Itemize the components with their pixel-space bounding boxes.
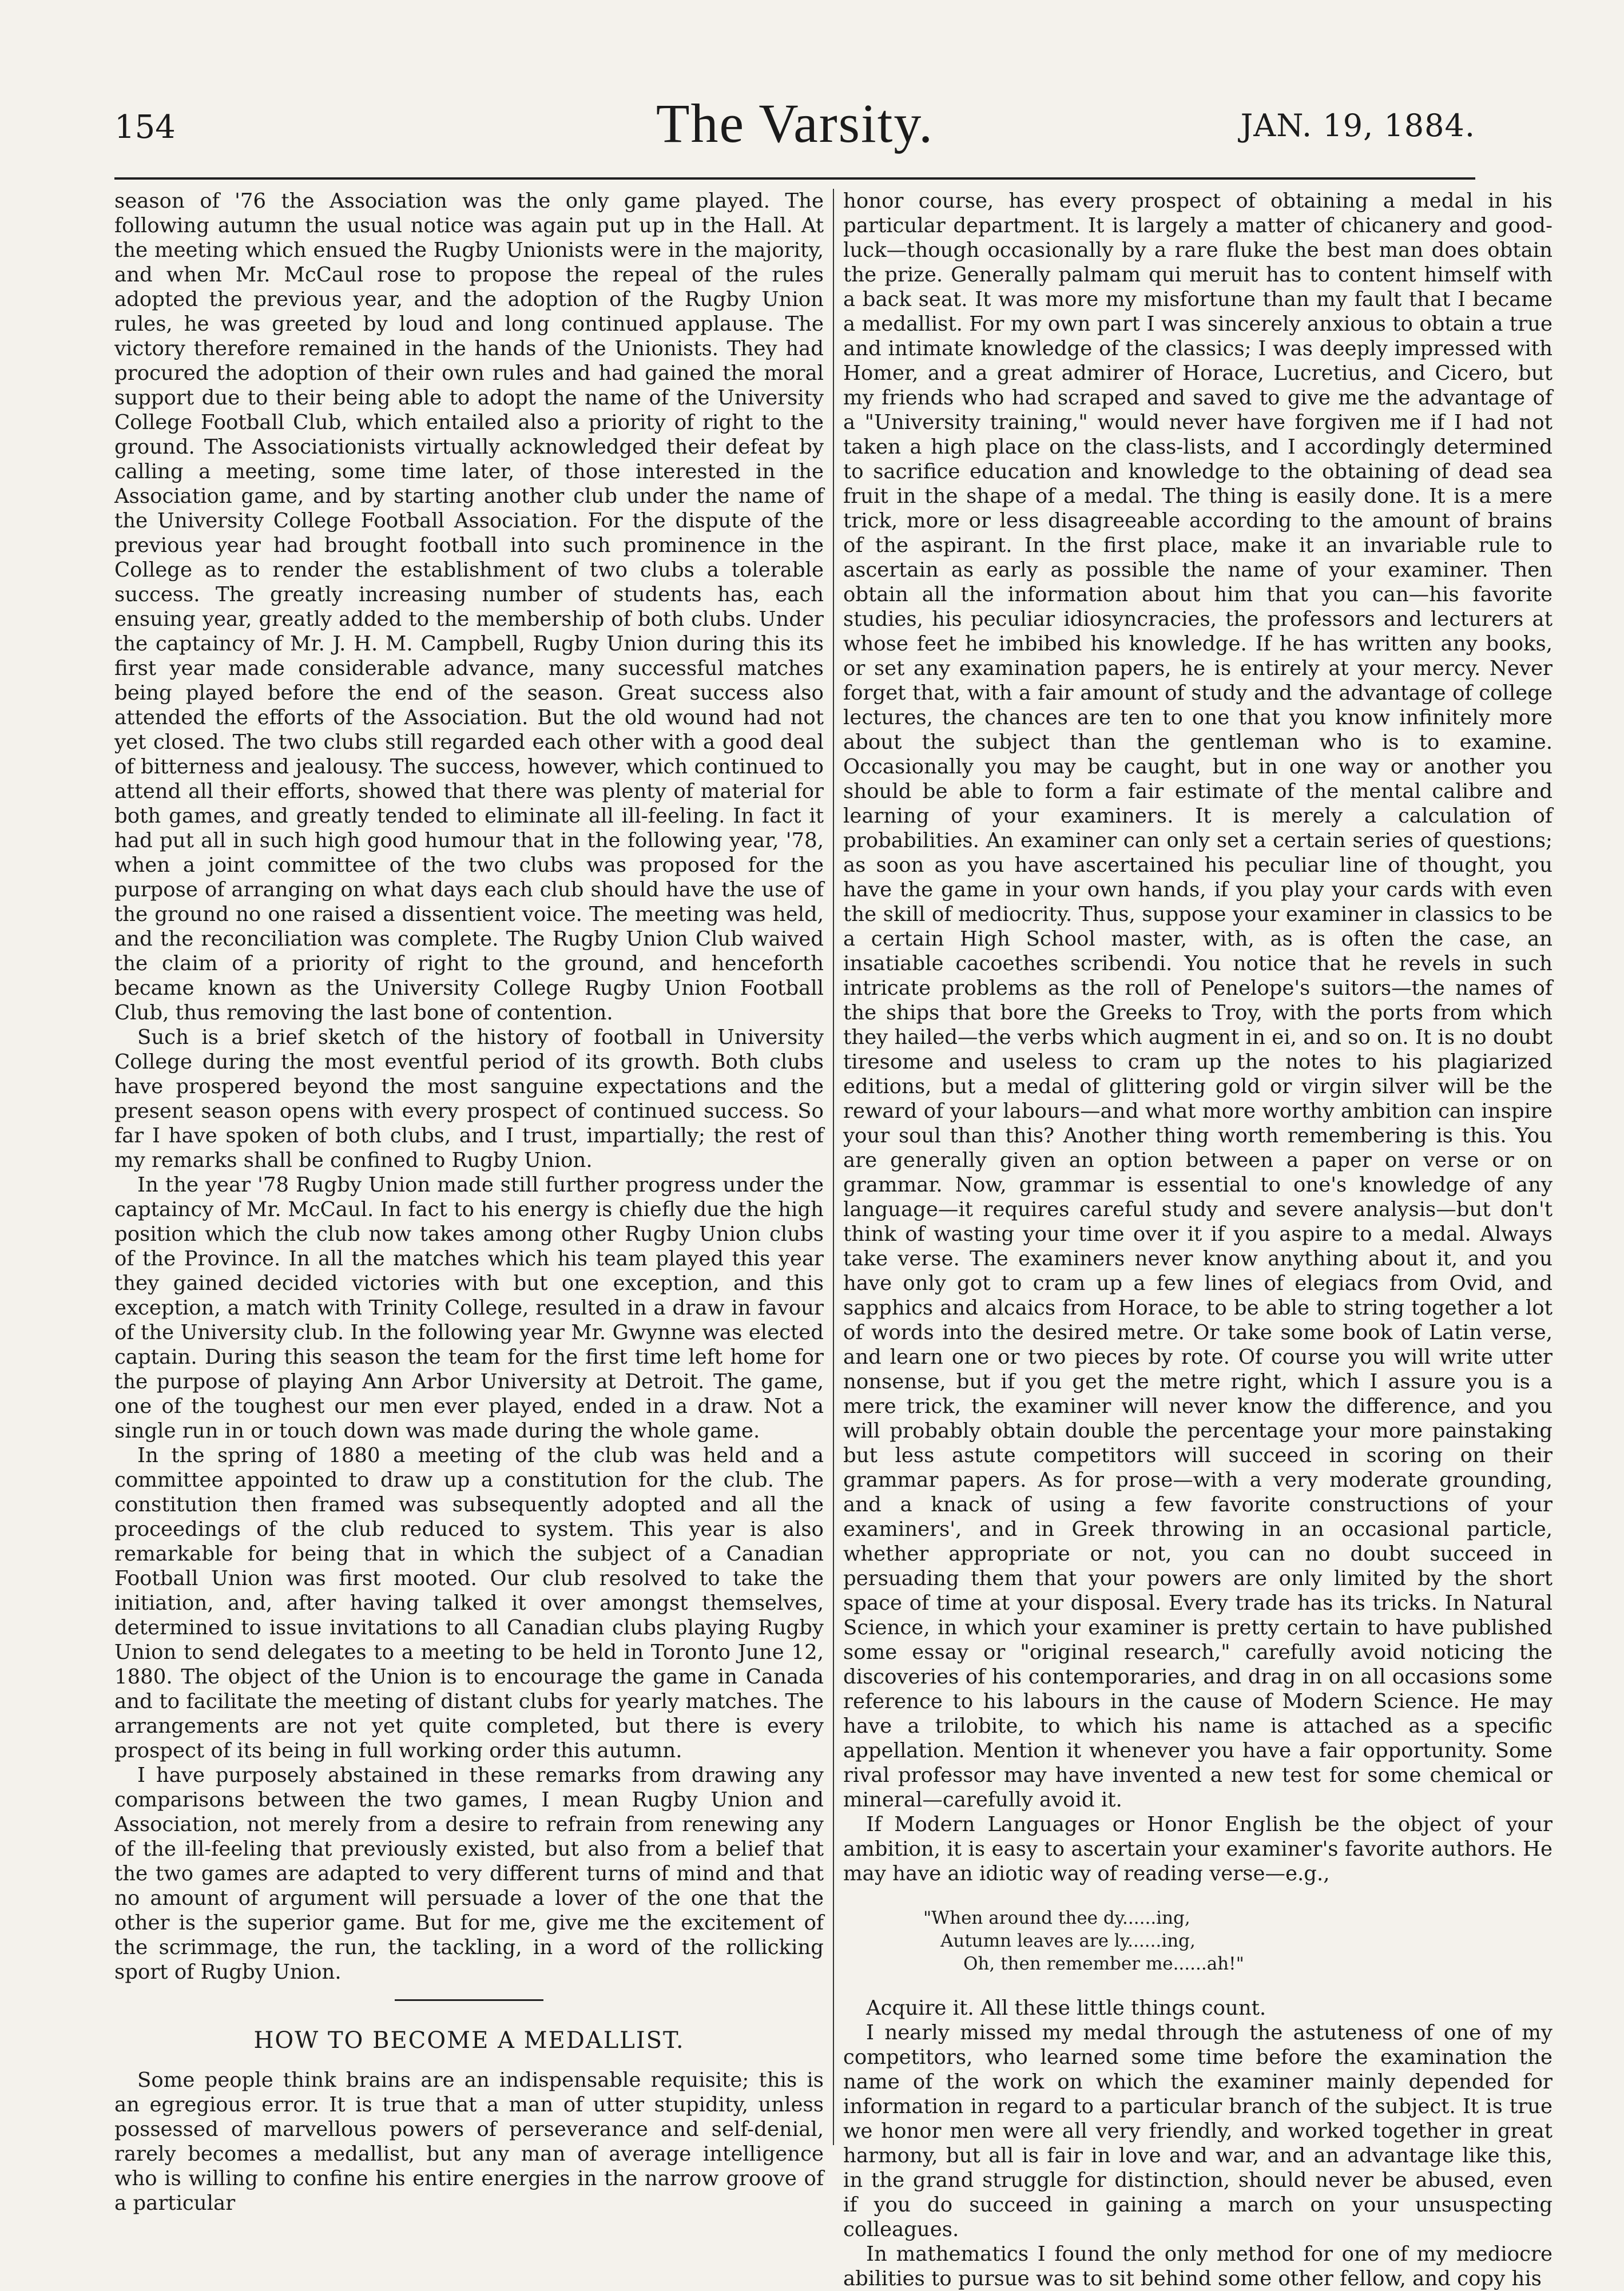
- column-divider: [833, 189, 834, 2145]
- paragraph: In the year '78 Rugby Union made still further progress under the captaincy of Mr. McCaul. In fact to his energy is chiefly due the high position which the club now takes among other Rugby Union clubs of the Province. In all the matches which his team played this year they gained decided victories with but one exception, and this exception, a match with Trinity College, resulted in a draw in favour of the University club. In the following year Mr. Gwynne was elected captain. During this season the team for the first time left home for the purpose of playing Ann Arbor University at Detroit. The game, one of the toughest our men ever played, ended in a draw. Not a single run in or touch down was made during the whole game.: [114, 1173, 824, 1443]
- paragraph: In the spring of 1880 a meeting of the club was held and a committee appointed to draw up a constitution for the club. The constitution then framed was subsequently adopted and all the proceedings of the club reduced to system. This year is also remarkable for being that in which the subject of a Canadian Football Union was first mooted. Our club resolved to take the initiation, and, after having talked it over amongst themselves, determined to issue invitations to all Canadian clubs playing Rugby Union to send delegates to a meeting to be held in Toronto June 12, 1880. The object of the Union is to encourage the game in Canada and to facilitate the meeting of distant clubs for yearly matches. The arrangements are not yet quite completed, but there is every prospect of its being in full working order this autumn.: [114, 1444, 824, 1762]
- verse-line: "When around thee dy......ing,: [923, 1908, 1190, 1928]
- paragraph: season of '76 the Association was the only game played. The following autumn the usual notice was again put up in the Hall. At the meeting which ensued the Rugby Unionists were in the majority, and when Mr. McCaul rose to propose the repeal of the rules adopted the previous year, and the adoption of the Rugby Union rules, he was greeted by loud and long continued applause. The victory therefore remained in the hands of the Unionists. They had procured the adoption of their own rules and had gained the moral support due to their being able to adopt the name of the University College Football Club, which entailed also a priority of right to the ground. The Associationists virtually acknowledged their defeat by calling a meeting, some time later, of those interested in the Association game, and by starting another club under the name of the University College Football Association. For the dispute of the previous year had brought football into such prominence in the College as to render the establishment of two clubs a tolerable success. The greatly increasing number of students has, each ensuing year, greatly added to the membership of both clubs. Under the captaincy of Mr. J. H. M. Campbell, Rugby Union during this its first year made considerable advance, many successful matches being played before the end of the season. Great success also attended the efforts of the Association. But the old wound had not yet closed. The two clubs still regarded each other with a good deal of bitterness and jealousy. The success, however, which continued to attend all their efforts, showed that there was plenty of material for both games, and greatly tended to eliminate all ill-feeling. In fact it had put all in such high good humour that in the following year, '78, when a joint committee of the two clubs was proposed for the purpose of arranging on what days each club should have the use of the ground no one raised a dissentient voice. The meeting was held, and the reconciliation was complete. The Rugby Union Club waived the claim of a priority of right to the ground, and henceforth became known as the University College Rugby Union Football Club, thus removing the last bone of contention.: [114, 189, 824, 1025]
- left-column: [114, 189, 824, 2215]
- paragraph: honor course, has every prospect of obtaining a medal in his particular department. It is largely a matter of chicanery and good-luck—though occasionally by a rare fluke the best man does obtain the prize. Generally palmam qui meruit has to content himself with a back seat. It was more my misfortune than my fault that I became a medallist. For my own part I was sincerely anxious to obtain a true and intimate knowledge of the classics; I was deeply impressed with Homer, and a great admirer of Horace, Lucretius, and Cicero, but my friends who had scraped and saved to give me the advantage of a "University training," would never have forgiven me if I had not taken a high place on the class-lists, and I accordingly determined to sacrifice education and knowledge to the obtaining of dead sea fruit in the shape of a medal. The thing is easily done. It is a mere trick, more or less disagreeable according to the amount of brains of the aspirant. In the first place, make it an invariable rule to ascertain as early as possible the name of your examiner. Then obtain all the information about him that you can—his favorite studies, his peculiar idiosyncracies, the professors and lecturers at whose feet he imbibed his knowledge. If he has written any books, or set any examination papers, he is entirely at your mercy. Never forget that, with a fair amount of study and the advantage of college lectures, the chances are ten to one that you know infinitely more about the subject than the gentleman who is to examine. Occasionally you may be caught, but in one way or another you should be able to form a fair estimate of the mental calibre and learning of your examiners. It is merely a calculation of probabilities. An examiner can only set a certain series of questions; as soon as you have ascertained his peculiar line of thought, you have the game in your own hands, if you play your cards with even the skill of mediocrity. Thus, suppose your examiner in classics to be a certain High School master, with, as is often the case, an insatiable cacoethes scribendi. You notice that he revels in such intricate problems as the roll of Penelope's suitors—the names of the ships that bore the Greeks to Troy, with the ports from which they hailed—the verbs which augment in ei, and so on. It is no doubt tiresome and useless to cram up the notes to his plagiarized editions, but a medal of glittering gold or virgin silver will be the reward of your labours—and what more worthy ambition can inspire your soul than this? Another thing worth remembering is this. You are generally given an option between a paper on verse or on grammar. Now, grammar is essential to one's knowledge of any language—it requires careful study and severe analysis—but don't think of wasting your time over it if you aspire to a medal. Always take verse. The examiners never know anything about it, and you have only got to cram up a few lines of elegiacs from Ovid, and sapphics and alcaics from Horace, to be able to string together a lot of words into the desired metre. Or take some book of Latin verse, and learn one or two pieces by rote. Of course you will write utter nonsense, but if you get the metre right, which I assure you is a mere trick, the examiner will never know the difference, and you will probably obtain double the percentage your more painstaking but less astute competitors will succeed in scoring on their grammar papers. As for prose—with a very moderate grounding, and a knack of using a few favorite constructions of your examiners', and in Greek throwing in an occasional particle, whether appropriate or not, you can no doubt succeed in persuading them that your powers are only limited by the short space of time at your disposal. Every trade has its tricks. In Natural Science, in which your examiner is pretty certain to have published some essay or "original research," carefully avoid noticing the discoveries of his contemporaries, and drag in on all occasions some reference to his labours in the cause of Modern Science. He may have a trilobite, to which his name is attached as a specific appellation. Mention it whenever you have a fair opportunity. Some rival professor may have invented a new test for some chemical or mineral—carefully avoid it.: [843, 189, 1552, 1812]
- section-divider: [395, 1999, 543, 2001]
- page-header: [114, 92, 1475, 177]
- paragraph: Acquire it. All these little things count.: [866, 1996, 1266, 2020]
- header-rule: [114, 177, 1475, 180]
- article-heading: HOW TO BECOME A MEDALLIST.: [253, 2027, 685, 2054]
- paragraph: Such is a brief sketch of the history of football in University College during the most eventful period of its growth. Both clubs have prospered beyond the most sanguine expectations and the present season opens with every prospect of continued success. So far I have spoken of both clubs, and I trust, impartially; the rest of my remarks shall be confined to Rugby Union.: [114, 1026, 824, 1172]
- right-column: [843, 189, 1552, 2290]
- masthead-title: The Varsity.: [656, 93, 934, 154]
- paragraph: Some people think brains are an indispensable requisite; this is an egregious error. It is true that a man of utter stupidity, unless possessed of marvellous powers of perseverance and self-denial, rarely becomes a medallist, but any man of average intelligence who is willing to confine his entire energies in the narrow groove of a particular: [114, 2068, 824, 2215]
- verse-quote: [923, 1907, 1552, 1975]
- paragraph: If Modern Languages or Honor English be the object of your ambition, it is easy to ascertain your examiner's favorite authors. He may have an idiotic way of reading verse—e.g.,: [843, 1813, 1552, 1885]
- paragraph: I have purposely abstained in these remarks from drawing any comparisons between the two games, I mean Rugby Union and Association, not merely from a desire to refrain from renewing any of the ill-feeling that previously existed, but also from a belief that the two games are adapted to very different turns of mind and that no amount of argument will persuade a lover of the one that the other is the superior game. But for me, give me the excitement of the scrimmage, the run, the tackling, in a word of the rollicking sport of Rugby Union.: [114, 1764, 824, 1984]
- page-number: 154: [114, 109, 176, 146]
- verse-line: Autumn leaves are ly......ing,: [940, 1931, 1196, 1951]
- paragraph: In mathematics I found the only method for one of my mediocre abilities to pursue was to sit behind some other fellow, and copy his: [843, 2242, 1552, 2290]
- issue-date: JAN. 19, 1884.: [1240, 108, 1475, 144]
- verse-line: Oh, then remember me......ah!": [963, 1953, 1244, 1974]
- paragraph: I nearly missed my medal through the astuteness of one of my competitors, who learned some time before the examination the name of the work on which the examiner mainly depended for information in regard to a particular branch of the subject. It is true we honor men were all very friendly, and worked together in great harmony, but all is fair in love and war, and an advantage like this, in the grand struggle for distinction, should never be abused, even if you do succeed in gaining a march on your unsuspecting colleagues.: [843, 2021, 1552, 2241]
